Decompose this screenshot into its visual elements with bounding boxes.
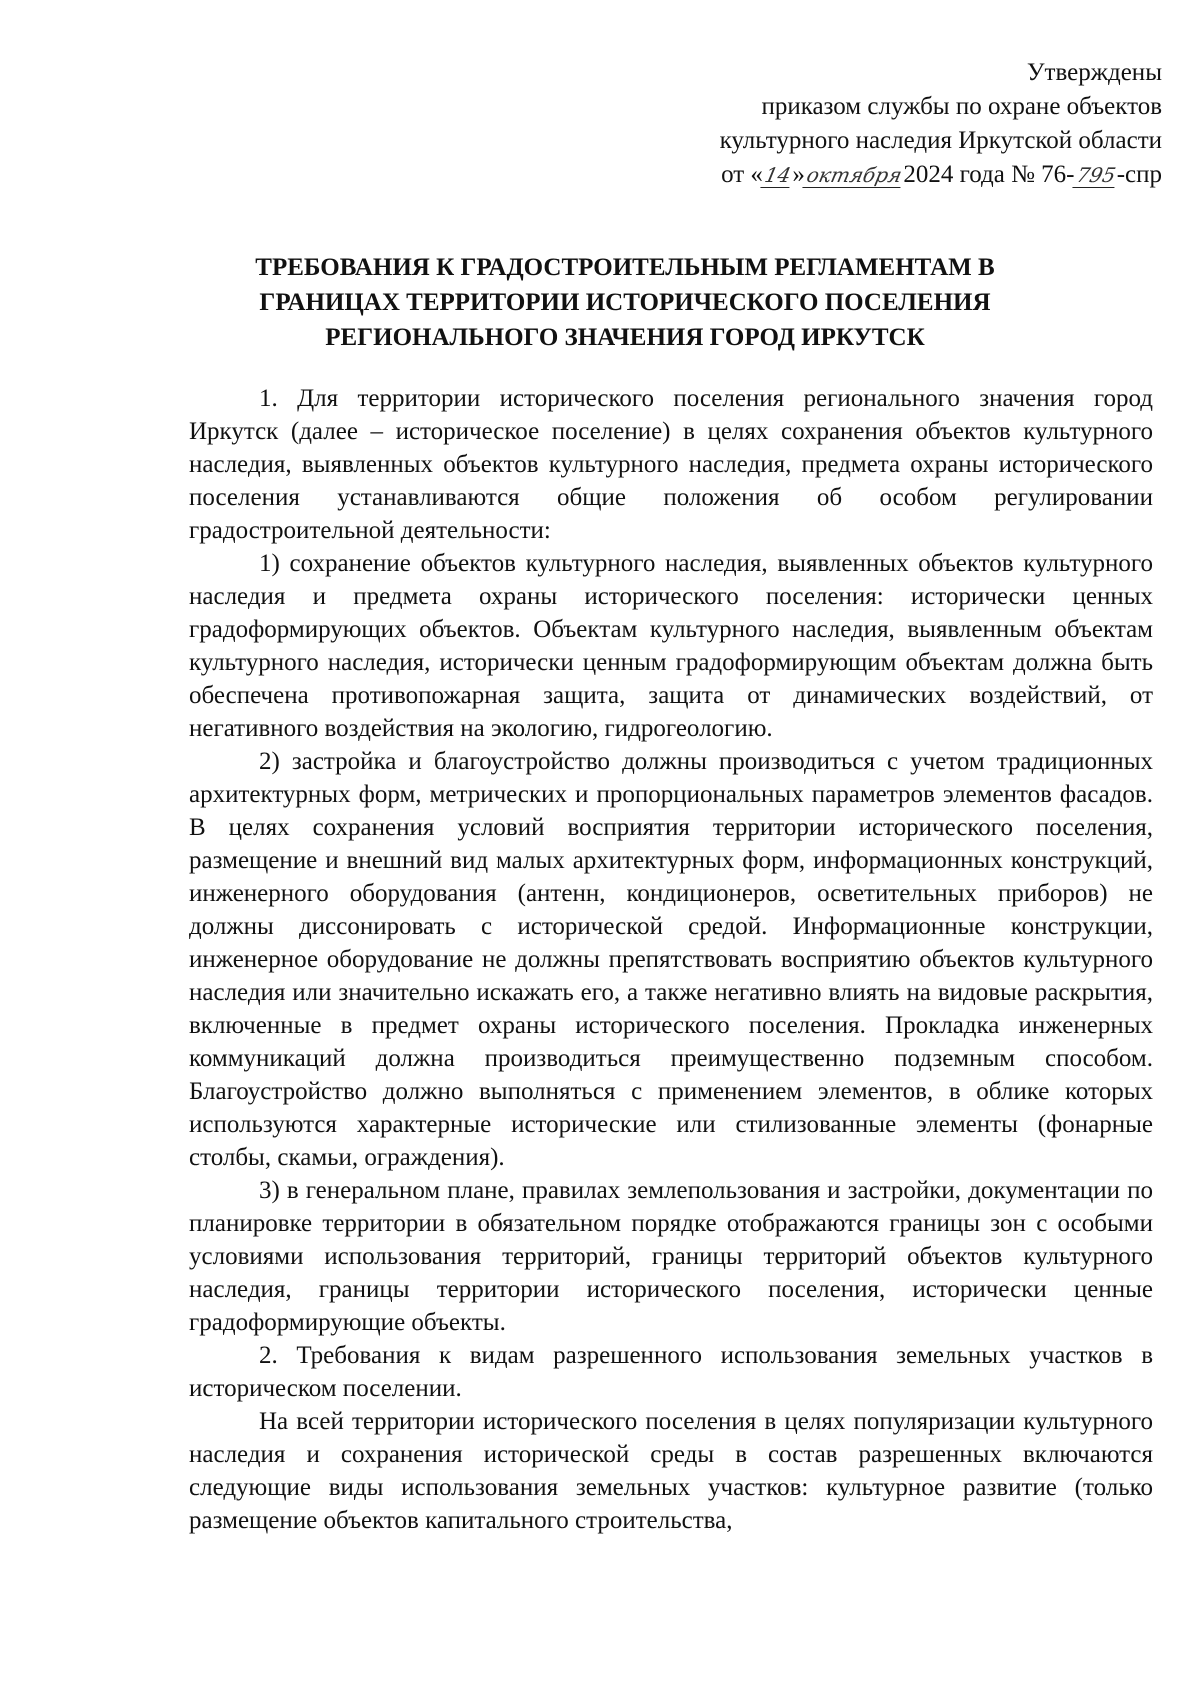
document-title bbox=[150, 250, 1100, 355]
approval-date-line bbox=[522, 158, 1162, 192]
approval-order-line: приказом службы по охране объектов bbox=[761, 93, 1162, 120]
document-body bbox=[189, 382, 1153, 1537]
number-suffix: -спр bbox=[1116, 161, 1162, 188]
handwritten-day: 14 bbox=[760, 163, 795, 188]
paragraph-section-1: 1. Для территории исторического поселения регионального значения город Иркутск (далее – историческое поселение) в целях сохранения объектов культурного наследия, выявленных объектов культурного наследия, предмета охраны исторического поселения устанавливаются общие положения об особом регулировании градостроительной деятельности: bbox=[189, 385, 1153, 544]
title-line-3: РЕГИОНАЛЬНОГО ЗНАЧЕНИЯ ГОРОД ИРКУТСК bbox=[325, 324, 925, 351]
handwritten-month: октября bbox=[802, 163, 906, 188]
paragraph-item-3: 3) в генеральном плане, правилах землепользования и застройки, документации по планировке территории в обязательном порядке отображаются границы зон с особыми условиями использования территорий, границы территорий объектов культурного наследия, границы территории исторического поселения, исторически ценные градоформирующие объекты. bbox=[189, 1177, 1153, 1336]
year-and-number: 2024 года № 76- bbox=[903, 161, 1075, 188]
title-line-1: ТРЕБОВАНИЯ К ГРАДОСТРОИТЕЛЬНЫМ РЕГЛАМЕНТАМ В bbox=[255, 254, 995, 281]
approval-heading: Утверждены bbox=[1026, 59, 1162, 86]
approval-stamp-block bbox=[522, 56, 1162, 192]
paragraph-item-1: 1) сохранение объектов культурного наследия, выявленных объектов культурного наследия и предмета охраны исторического поселения: исторически ценных градоформирующих объектов. Объектам культурного наследия, выявленным объектам культурного наследия, исторически ценным градоформирующим объектам должна быть обеспечена противопожарная защита, защита от динамических воздействий, от негативного воздействия на экологию, гидрогеологию. bbox=[189, 550, 1153, 742]
handwritten-number: 795 bbox=[1072, 163, 1120, 188]
paragraph-section-2: 2. Требования к видам разрешенного использования земельных участков в историческом поселении. bbox=[189, 1342, 1153, 1402]
title-line-2: ГРАНИЦАХ ТЕРРИТОРИИ ИСТОРИЧЕСКОГО ПОСЕЛЕНИЯ bbox=[259, 289, 991, 316]
paragraph-section-2-body: На всей территории исторического поселения в целях популяризации культурного наследия и сохранения исторической среды в состав разрешенных включаются следующие виды использования земельных участков: культурное развитие (только размещение объектов капитального строительства, bbox=[189, 1408, 1153, 1534]
day-close-quote: » bbox=[792, 161, 805, 188]
approval-authority-line: культурного наследия Иркутской области bbox=[719, 127, 1162, 154]
paragraph-item-2: 2) застройка и благоустройство должны производиться с учетом традиционных архитектурных форм, метрических и пропорциональных параметров элементов фасадов. В целях сохранения условий восприятия территории исторического поселения, размещение и внешний вид малых архитектурных форм, информационных конструкций, инженерного оборудования (антенн, кондиционеров, осветительных приборов) не должны диссонировать с исторической средой. Информационные конструкции, инженерное оборудование не должны препятствовать восприятию объектов культурного наследия или значительно искажать его, а также негативно влиять на видовые раскрытия, включенные в предмет охраны исторического поселения. Прокладка инженерных коммуникаций должна производиться преимущественно подземным способом. Благоустройство должно выполняться с применением элементов, в облике которых используются характерные исторические или стилизованные элементы (фонарные столбы, скамьи, ограждения). bbox=[189, 748, 1153, 1171]
date-prefix: от « bbox=[721, 161, 763, 188]
